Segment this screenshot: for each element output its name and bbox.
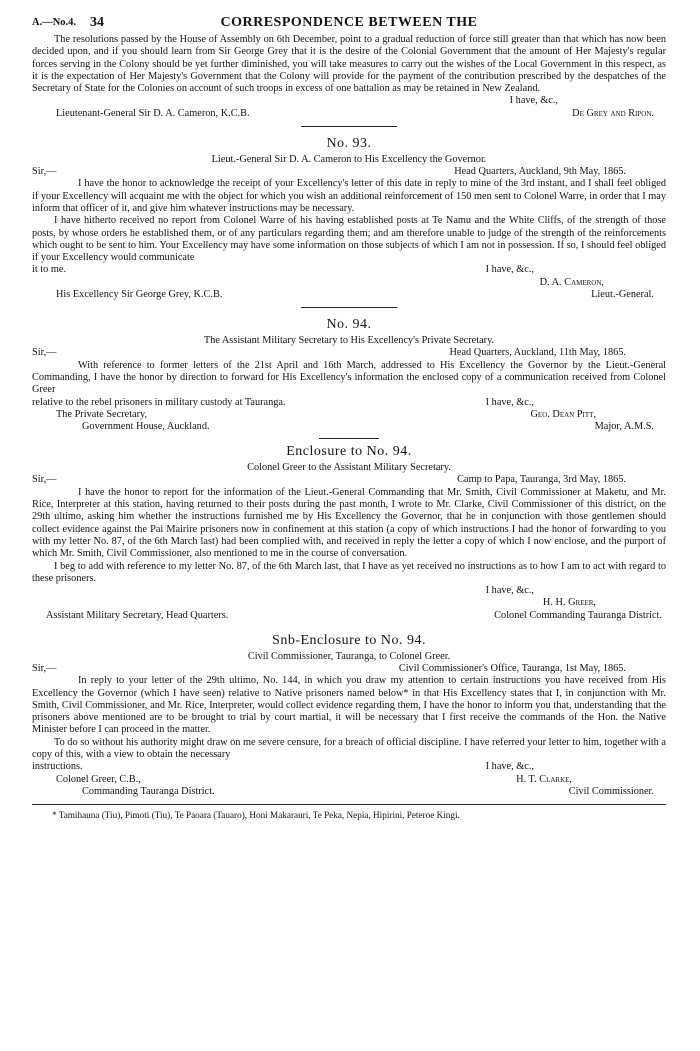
subenclosure-94-para2-end: instructions. [32,761,83,773]
enclosure-94-salutation-row [32,474,666,486]
letter-94-subhead: The Assistant Military Secretary to His Excellency's Private Secretary. [203,335,495,347]
intro-addressee: Lieutenant-General Sir D. A. Cameron, K.C.B. [56,107,250,119]
section-divider [301,126,397,127]
subenclosure-94-signature: H. T. Clarke, [516,773,572,785]
letter-93-heading: No. 93. [326,136,372,152]
signature-text: D. A. Cameron, [539,276,604,288]
running-header [32,12,666,34]
enclosure-94-para2: I beg to add with reference to my letter No. 87, of the 6th March last, that I have as yet received no instructions as to how I am to act with regard to these prisoners. [32,560,666,584]
subenclosure-94-salutation: Sir,— [32,662,57,674]
subenclosure-94-address-line2: Commanding Tauranga District. [82,785,215,797]
letter-93-salutation: Sir,— [32,166,57,178]
subenclosure-94-place-date: Civil Commissioner's Office, Tauranga, 1st May, 1865. [398,662,626,674]
enclosure-94-addressee: Assistant Military Secretary, Head Quarters. [46,609,229,621]
letter-94-salutation-row [32,347,666,359]
subenclosure-94 [32,632,666,798]
subenclosure-94-addressee: Colonel Greer, C.B., [56,773,141,785]
closing-text: I have, &c., [509,95,558,107]
letter-93-signature [32,277,666,289]
intro-body: The resolutions passed by the House of Assembly on 6th December, point to a gradual reduction of force still greater than that which has now been decided upon, and if you should learn from Sir George Grey that it is the desire of the Colonial Government that the amount of Her Majesty's regular forces serving in the Colony should be yet further diminished, you will take measures to carry out the wishes of the Local Government in this respect, as it is the expectation of Her Majesty's Government that the Colony will provide for the payment of the contribution prescribed by the despatches of the Secretary of State for the Colonies on account of such troops in excess of one battalion as may be retained in New Zealand. [32,34,666,95]
letter-93-closing: I have, &c., [485,264,534,276]
subenclosure-94-subhead: Civil Commissioner, Tauranga, to Colonel Greer. [247,650,451,662]
letter-93-subhead: Lieut.-General Sir D. A. Cameron to His Excellency the Governor. [211,154,487,166]
document-reference: A.—No.4. [32,17,77,28]
intro-sign-row [32,108,666,120]
running-title: CORRESPONDENCE BETWEEN THE [220,15,478,30]
intro-letter [32,34,666,120]
letter-93 [32,135,666,301]
letter-94-para1-end: relative to the rebel prisoners in military custody at Tauranga. [32,396,286,408]
footnote-divider [32,804,666,805]
letter-94-signature: Geo. Dean Pitt, [530,408,596,420]
subenclosure-94-closing: I have, &c., [485,761,534,773]
letter-94-place-date: Head Quarters, Auckland, 11th May, 1865. [449,347,626,359]
closing-text: I have, &c., [485,585,534,597]
subenclosure-94-sign-row [32,774,666,786]
letter-93-para1: I have the honor to acknowledge the receipt of your Excellency's letter of this date in reply to mine of the 3rd instant, and I shall feel obliged if your Excellency will acquaint me with the object for which you wish an additional reinforcement of 150 men sent to Colonel Warre, in order that I may inform that officer of it, and give him whatever instructions may be necessary. [32,178,666,214]
footnote: * Tamihauna (Tiu), Pimoti (Tiu), Te Paoara (Tauaro), Honi Makarauri, Te Peka, Nepia, Hipirini, Peteroe Kingi. [52,810,460,821]
letter-93-place-date: Head Quarters, Auckland, 9th May, 1865. [454,166,626,178]
letter-93-rank: Lieut.-General. [591,289,654,301]
letter-94-heading: No. 94. [326,317,372,333]
signature-text: H. H. Greer, [542,597,596,609]
letter-94-para1: With reference to former letters of the 21st April and 16th March, addressed to His Excellency the Governor by the Lieut.-General Commanding, I have the honor by direction to forward for His Excellency's information the enclosed copy of a communication received from Colonel Greer [32,359,666,396]
subenclosure-94-heading: Snb-Enclosure to No. 94. [272,632,426,648]
letter-94-addressee: The Private Secretary, [56,408,148,420]
letter-94-sign-row-2 [32,421,666,433]
subenclosure-94-para1: In reply to your letter of the 29th ultimo, No. 144, in which you draw my attention to certain instructions you have received from His Excellency the Governor (which I have seen) relative to Native prisoners named below* in that His Excellency states that I, in conjunction with Mr. Smith, Civil Commissioner, and Mr. Rice, Interpreter, would collect evidence regarding them, I have the honor to inform you that, understanding that the prisoners above mentioned are to be brought to trial by court martial, it will be necessary that I first receive the commands of the Hon. the Native Minister before I can proceed in the matter. [32,675,666,736]
section-divider [319,438,379,439]
letter-93-para2-end: it to me. [32,264,67,276]
subenclosure-94-closing-row [32,761,666,773]
enclosure-94 [32,443,666,622]
enclosure-94-subhead: Colonel Greer to the Assistant Military Secretary. [247,462,451,474]
enclosure-94-sign-row [32,610,666,622]
letter-94 [32,316,666,433]
letter-93-closing-row [32,264,666,276]
enclosure-94-place-date: Camp to Papa, Tauranga, 3rd May, 1865. [457,474,626,486]
intro-signature: De Grey and Ripon. [572,107,654,119]
enclosure-94-signature [32,597,666,609]
subenclosure-94-sign-row-2 [32,786,666,798]
letter-93-addressee: His Excellency Sir George Grey, K.C.B. [56,289,223,301]
letter-94-sign-row [32,409,666,421]
letter-93-sign-row [32,289,666,301]
intro-closing [32,95,654,107]
subenclosure-94-rank: Civil Commissioner. [568,785,654,797]
letter-94-rank: Major, A.M.S. [594,421,654,433]
enclosure-94-closing [32,585,666,597]
enclosure-94-para1: I have the honor to report for the information of the Lieut.-General Commanding that Mr. Smith, Civil Commissioner at Maketu, and Mr. Rice, Interpreter at this station, having returned to their posts during the past month, I wrote to Mr. Clarke, Civil Commissioner of this district, on the 29th ultimo, asking him whether the instructions furnished me by His Excellency the Governor, that he in conjunction with those gentlemen should collect evidence against the Pai Mairire prisoners now in confinement at this station (a copy of which instructions I had the honor of forwarding to you with my letter No. 87, of the 6th March last) had been complied with, and received in reply the letter a copy of which I now enclose, and the purport of which Mr. Smith, Civil Commissioner, also mentioned to me in the course of conversation. [32,486,666,560]
enclosure-94-heading: Enclosure to No. 94. [286,444,412,460]
letter-94-salutation: Sir,— [32,347,57,359]
subenclosure-94-para2: To do so without his authority might draw on me severe censure, for a breach of official discipline. I have referred your letter to him, together with a copy of this, with a view to obtain the necessary [32,736,666,761]
letter-94-closing: I have, &c., [485,396,534,408]
letter-94-closing-row [32,397,666,409]
page-number: 34 [90,15,104,30]
letter-93-para2: I have hitherto received no report from Colonel Warre of his having established posts at Te Namu and the White Cliffs, of the strength of those posts, by whose orders he established them, or of any particulars regarding them; and am therefore unable to judge of the strength of the reinforcements which ought to be sent to him. Your Excellency may have some information on those subjects of which I am not in possession. If so, I should feel obliged if your Excellency would communicate [32,215,666,264]
enclosure-94-salutation: Sir,— [32,474,57,486]
subenclosure-94-salutation-row [32,663,666,675]
enclosure-94-rank: Colonel Commanding Tauranga District. [494,609,662,621]
section-divider [301,307,397,308]
letter-93-salutation-row [32,166,666,178]
letter-94-address-line2: Government House, Auckland. [82,421,210,433]
